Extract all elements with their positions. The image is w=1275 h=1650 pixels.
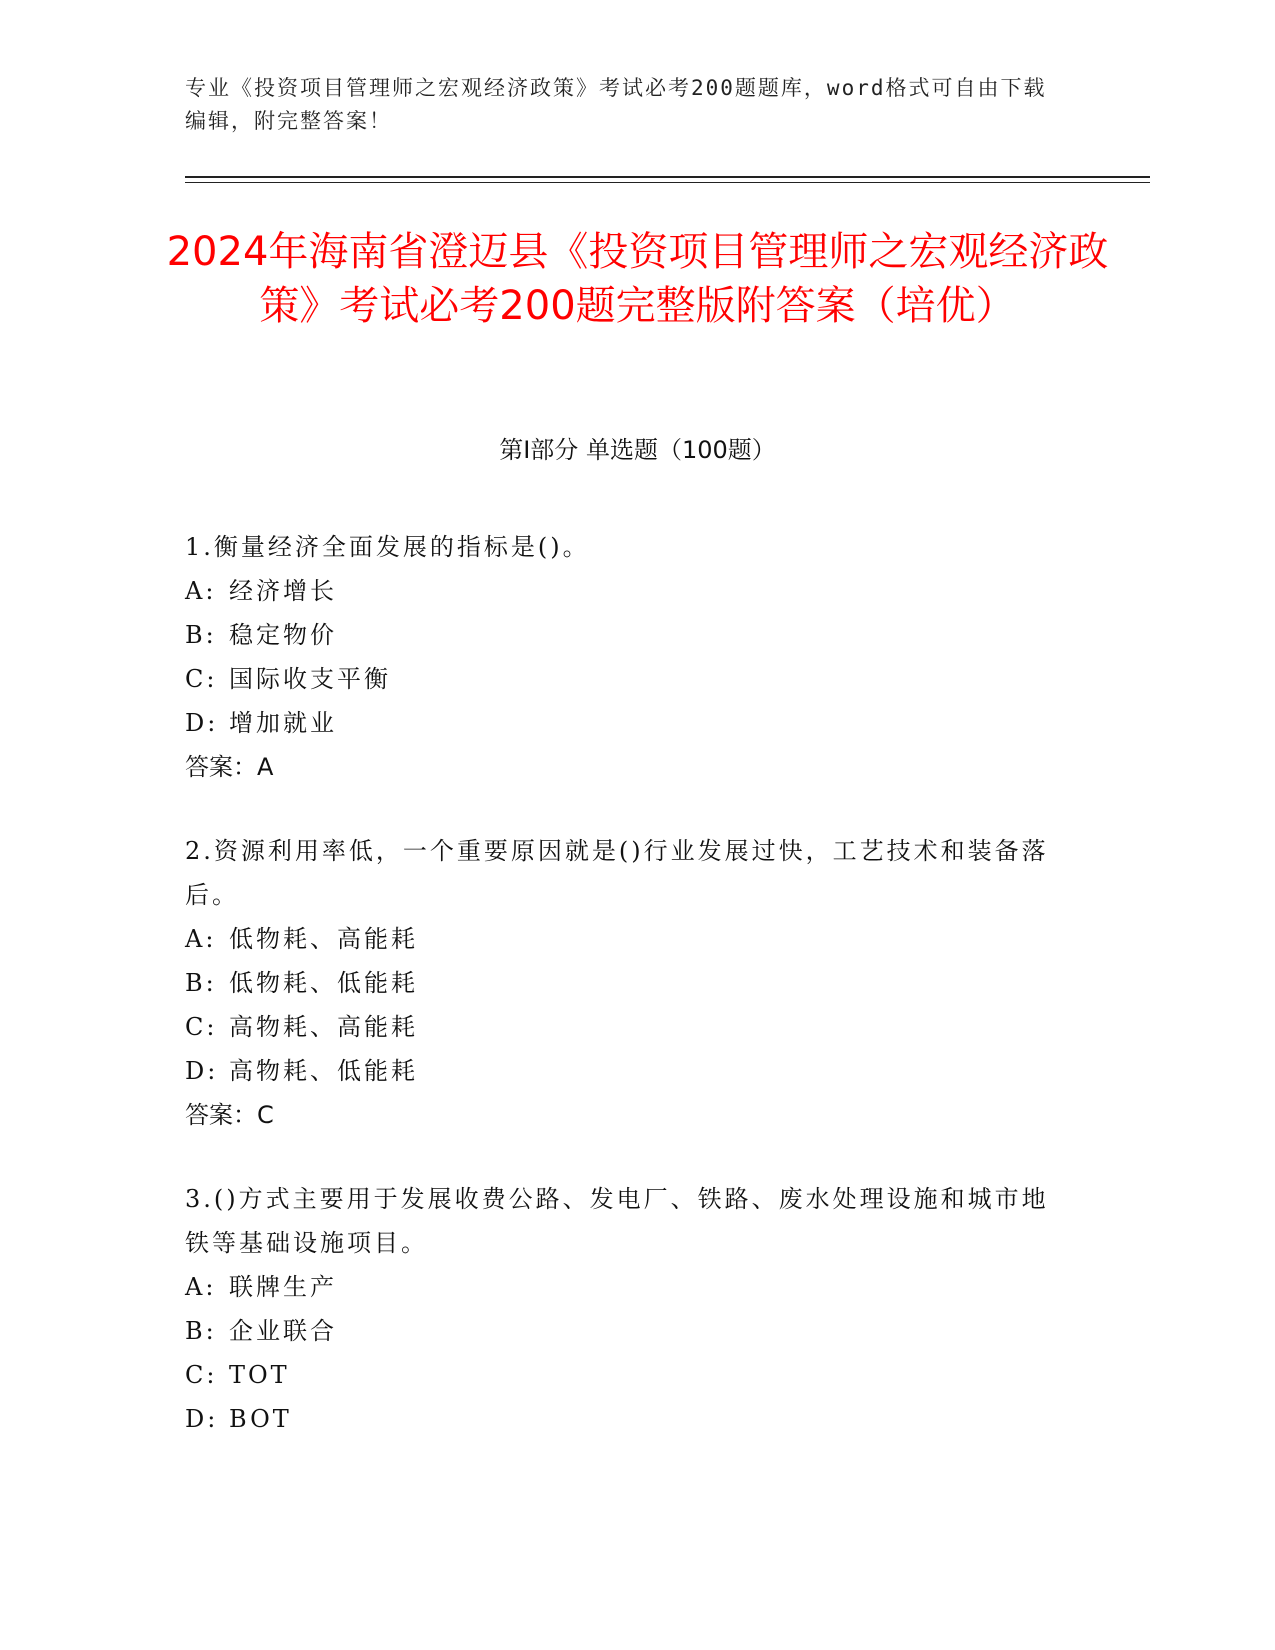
option-a [185, 569, 1065, 613]
option-letter: C: [185, 665, 218, 693]
answer-label: 答案： [185, 1101, 257, 1129]
option-text: 国际收支平衡 [229, 665, 391, 693]
option-letter: D: [185, 709, 219, 737]
question-1 [185, 525, 1065, 789]
option-c [185, 657, 1065, 701]
document-header: 专业《投资项目管理师之宏观经济政策》考试必考200题题库，word格式可自由下载编辑，附完整答案！ [185, 76, 1047, 133]
option-text: 联牌生产 [229, 1273, 337, 1301]
answer-line [185, 1093, 1065, 1137]
option-letter: C: [185, 1361, 218, 1389]
option-c [185, 1353, 1065, 1397]
question-list [185, 525, 1065, 1481]
option-d [185, 1397, 1065, 1441]
option-d [185, 701, 1065, 745]
option-text: 经济增长 [229, 577, 337, 605]
option-text: 稳定物价 [229, 621, 337, 649]
option-a [185, 917, 1065, 961]
option-text: 低物耗、低能耗 [229, 969, 418, 997]
header-rule-thin [185, 182, 1150, 183]
option-letter: B: [185, 621, 217, 649]
header-rule-thick [185, 176, 1150, 178]
question-stem: 1.衡量经济全面发展的指标是()。 [185, 533, 590, 561]
question-2 [185, 829, 1065, 1137]
option-letter: D: [185, 1057, 219, 1085]
option-c [185, 1005, 1065, 1049]
option-b [185, 961, 1065, 1005]
question-3 [185, 1177, 1065, 1441]
option-b [185, 1309, 1065, 1353]
answer-label: 答案： [185, 753, 257, 781]
option-d [185, 1049, 1065, 1093]
option-letter: A: [185, 925, 217, 953]
question-stem: 2.资源利用率低，一个重要原因就是()行业发展过快，工艺技术和装备落后。 [185, 837, 1049, 909]
option-letter: B: [185, 969, 217, 997]
option-text: 增加就业 [229, 709, 337, 737]
option-a [185, 1265, 1065, 1309]
option-text: BOT [229, 1405, 292, 1433]
option-text: 企业联合 [229, 1317, 337, 1345]
option-text: 高物耗、低能耗 [229, 1057, 418, 1085]
answer-line [185, 745, 1065, 789]
option-text: 低物耗、高能耗 [229, 925, 418, 953]
option-letter: D: [185, 1405, 219, 1433]
option-letter: C: [185, 1013, 218, 1041]
section-title: 第Ⅰ部分 单选题（100题） [499, 436, 776, 464]
document-title: 2024年海南省澄迈县《投资项目管理师之宏观经济政策》考试必考200题完整版附答案（培优） [166, 229, 1109, 329]
option-letter: A: [185, 1273, 217, 1301]
option-letter: A: [185, 577, 217, 605]
answer-value: C [257, 1101, 274, 1129]
question-stem: 3.()方式主要用于发展收费公路、发电厂、铁路、废水处理设施和城市地铁等基础设施项目。 [185, 1185, 1049, 1257]
answer-value: A [257, 753, 274, 781]
option-text: TOT [229, 1361, 290, 1389]
option-b [185, 613, 1065, 657]
option-text: 高物耗、高能耗 [229, 1013, 418, 1041]
option-letter: B: [185, 1317, 217, 1345]
